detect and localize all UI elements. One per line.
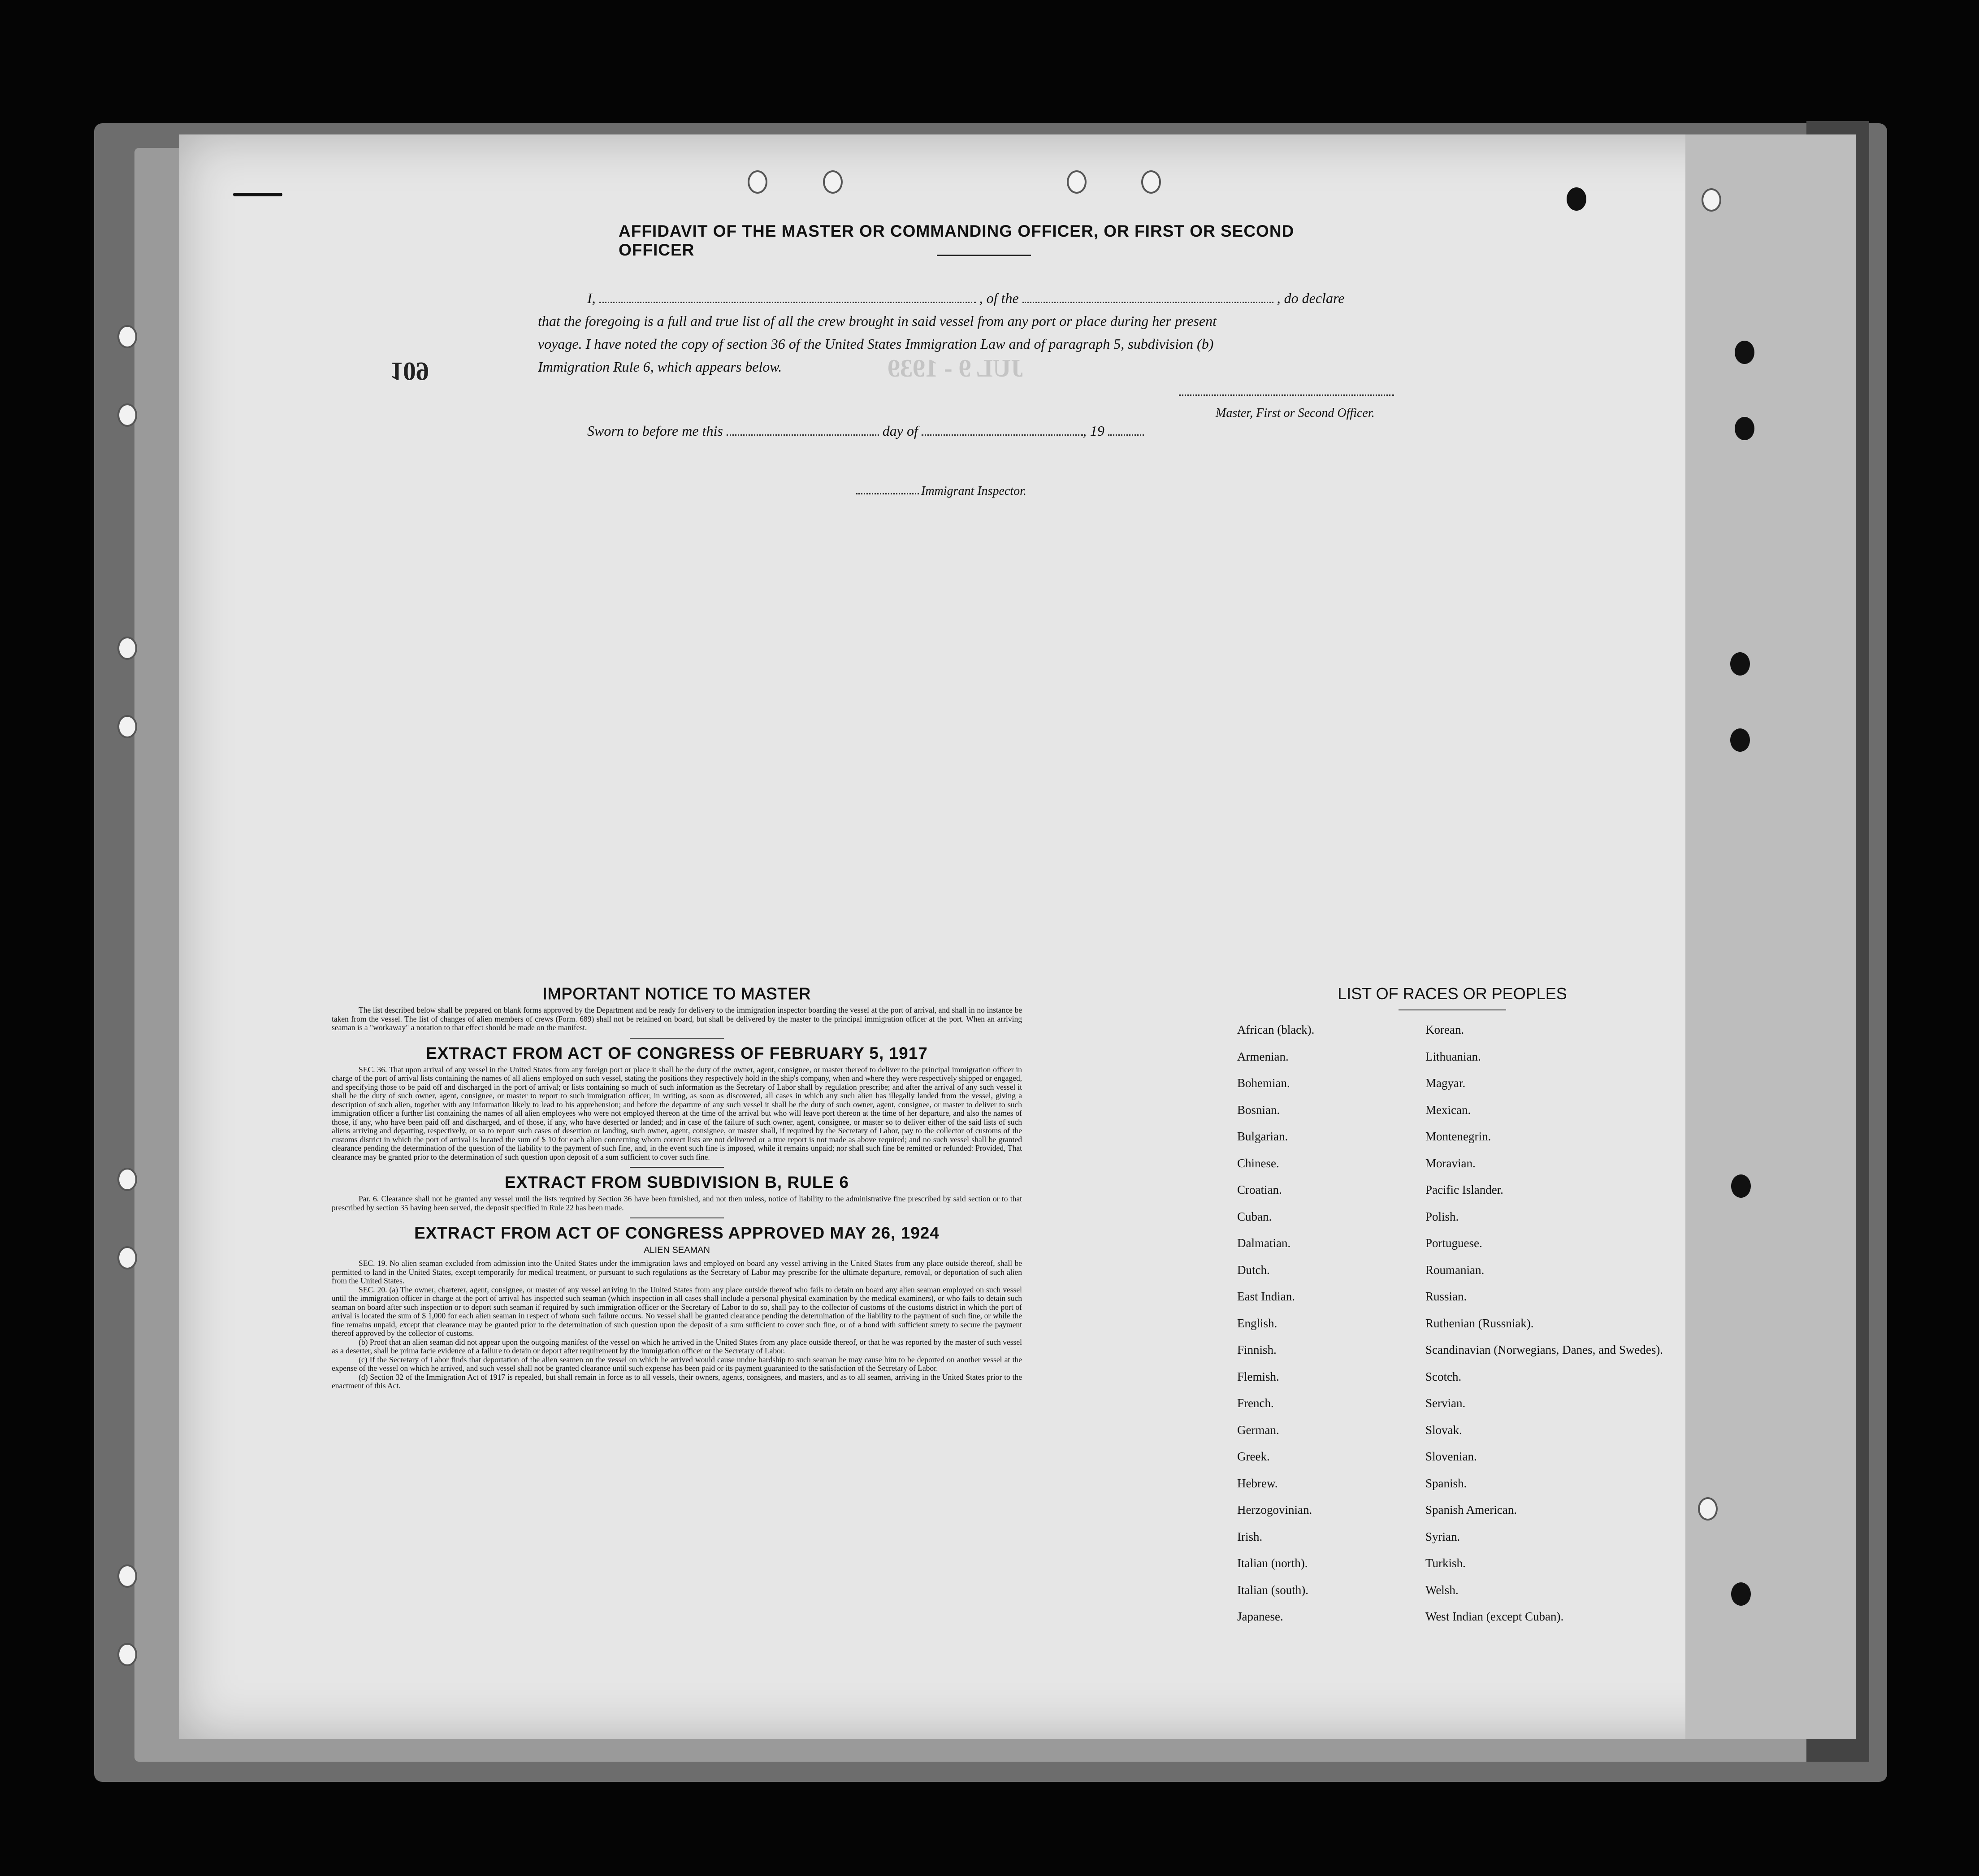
sworn-label: Sworn to before me this [587,423,723,439]
punch-hole-icon [1730,652,1750,676]
punch-hole-icon [823,170,843,194]
sworn-year-blank[interactable] [1108,434,1144,436]
extract-1924-subtitle: ALIEN SEAMAN [644,1245,710,1255]
races-divider [1399,1009,1506,1010]
race-item: Finnish. [1237,1343,1277,1356]
extract-rule6-title: EXTRACT FROM SUBDIVISION B, RULE 6 [505,1173,849,1191]
extract-1924-sec20a: SEC. 20. (a) The owner, charterer, agent, consignee, or master of any vessel arriving in the United States from any place outside thereof who fails to detain on board any alien seaman employed on such vessel until the immigration officer in charge at the port of arrival has inspected such seaman (which inspection in all cases shall include a personal physical examination by the medical examiners), or who fails to detain such seaman on board after such inspection or to deport such seaman if required by such immigration officer or the Secretary of Labor to do so, shall pay to the collector of customs of the customs district in which the port of arrival is located the sum of $ 1,000 for each alien seaman in respect of whom such failure occurs. No vessel shall be granted clearance pending the determination of the liability to the payment of such fine, or while the fine remains unpaid, except that clearance may be granted prior to the determination of such question upon the deposit of a sum sufficient to cover such fine, or of a bond with sufficient surety to secure the payment thereof approved by the collector of customs. [332,1285,1022,1338]
extract-1917-title: EXTRACT FROM ACT OF CONGRESS OF FEBRUARY 5, 1917 [426,1044,928,1062]
race-item: Servian. [1425,1396,1466,1410]
notice-body: The list described below shall be prepared on blank forms approved by the Department and be ready for delivery to the immigration inspector boarding the vessel at the port of arrival, and shall in no instance be taken from the vessel. The list of changes of alien members of crews (Form. 689) shall not be retained on board, but shall be delivered by the master to the principal immigration officer at the port. When an arriving seaman is a "workaway" a notation to that effect should be made on the manifest. [332,1005,1022,1032]
race-item: West Indian (except Cuban). [1425,1610,1564,1623]
extract-1924-title: EXTRACT FROM ACT OF CONGRESS APPROVED MAY 26, 1924 [414,1224,940,1242]
sworn-line [587,423,1144,439]
race-item: Polish. [1425,1209,1459,1223]
bleed-through-date: JUL 9 - 1939 [888,355,1024,382]
race-item: Mexican. [1425,1103,1471,1117]
punch-hole-icon [117,1564,137,1588]
race-item: Croatian. [1237,1183,1282,1196]
race-item: Roumanian. [1425,1263,1485,1277]
extract-1917-body: SEC. 36. That upon arrival of any vessel in the United States from any foreign port or place it shall be the duty of the owner, agent, consignee, or master thereof to deliver to the principal immigration officer in charge of the port of arrival lists containing the names of all aliens employed on such vessel, stating the positions they respectively hold in the ship's company, when and where they were respectively shipped or engaged, and specifying those to be paid off and discharged in the port of arrival; or lists containing so much of such information as the Secretary of Labor shall by regulation prescribe; and after the arrival of any such vessel it shall be the duty of such owner, agent, consignee, or master to report to such immigration officer, in writing, as soon as discovered, all cases in which any such alien has illegally landed from the vessel, giving a description of such alien, together with any information likely to lead to his apprehension; and before the departure of any such vessel it shall be the duty of such owner, agent, consignee, or master to deliver to such immigration officer a further list containing the names of all alien employees who were not employed thereon at the time of the arrival but who will leave port thereon at the time of her departure, and also the names of those, if any, who have been paid off and discharged, and of those, if any, who have deserted or landed; and in case of the failure of such owner, agent, consignee, or master so to deliver either of the said lists of such aliens arriving and departing, respectively, or so to report such cases of desertion or landing, such owner, agent, consignee, or master shall, if required by the Secretary of Labor, pay to the collector of customs of the customs district in which the port of arrival is located the sum of $ 10 for each alien concerning whom correct lists are not delivered or a true report is not made as above required; and no such vessel shall be granted clearance pending the determination of the question of the liability to the payment of such fine, and, in the event such fine is imposed, while it remains unpaid; nor shall such fine be remitted or refunded: Provided, That clearance may be granted prior to the determination of such question upon deposit of a sum sufficient to cover such fine. [332,1065,1022,1161]
race-item: Russian. [1425,1290,1467,1303]
extract-rule6-body: Par. 6. Clearance shall not be granted any vessel until the lists required by Section 36 have been furnished, and not then unless, notice of liability to the administrative fine prescribed by said section or to that prescribed by section 35 having been served, the deposit specified in Rule 22 has been made. [332,1194,1022,1212]
affidavit-of-label: , of the [979,290,1019,306]
punch-hole-icon [117,1168,137,1191]
race-item: Spanish American. [1425,1503,1517,1516]
section-divider [630,1038,724,1039]
race-item: Scotch. [1425,1369,1462,1383]
punch-hole-icon [117,1643,137,1666]
race-item: Lithuanian. [1425,1049,1481,1063]
affidavit-line-2: that the foregoing is a full and true list of all the crew brought in said vessel from any port or place during her present [538,313,1217,329]
race-item: Armenian. [1237,1049,1289,1063]
race-item: Moravian. [1425,1156,1476,1170]
race-item: East Indian. [1237,1290,1295,1303]
race-item: Japanese. [1237,1610,1283,1623]
pen-mark [233,193,282,196]
punch-hole-icon [748,170,767,194]
punch-hole-icon [1735,341,1754,364]
extract-1924-sec20d: (d) Section 32 of the Immigration Act of 1917 is repealed, but shall remain in force as to all vessels, their owners, agents, consignees, and masters, and as to all seamen, arriving in the United States prior to the enactment of this Act. [332,1372,1022,1390]
race-item: English. [1237,1316,1277,1330]
name-blank[interactable] [599,302,976,303]
affidavit-title: AFFIDAVIT OF THE MASTER OR COMMANDING OFFICER, OR FIRST OR SECOND OFFICER [619,222,1295,259]
extract-1924-sec20c: (c) If the Secretary of Labor finds that deportation of the alien seamen on the vessel on which he arrived would cause undue hardship to such seaman he may cause him to be deported on another vessel at the expense of the vessel on which he arrived, and such vessel shall not be granted clearance until such expense has been paid or its payment guaranteed to the satisfaction of the Secretary of Labor. [332,1355,1022,1373]
race-item: African (black). [1237,1023,1315,1036]
affidavit-line-1 [538,287,1430,310]
stamped-number: 109 [390,357,429,386]
title-underline [937,255,1031,256]
extract-1924-sec19: SEC. 19. No alien seaman excluded from admission into the United States under the immigration laws and employed on board any vessel arriving in the United States from any place outside thereof, shall be permitted to land in the United States, except temporarily for medical treatment, or pursuant to such regulations as the Secretary of Labor may prescribe for the ultimate departure, removal, or deportation of such alien from the United States. [332,1259,1022,1285]
affidavit-line-3: voyage. I have noted the copy of section 36 of the United States Immigration Law and of paragraph 5, subdivision (b) [538,336,1214,352]
punch-hole-icon [1141,170,1161,194]
race-item: Welsh. [1425,1583,1459,1597]
vessel-blank[interactable] [1022,302,1273,303]
extract-1924-sec20b: (b) Proof that an alien seaman did not appear upon the outgoing manifest of the vessel on which he arrived in the United States from any place outside thereof, or that he was reported by the master of such vessel as a deserter, shall be prima facie evidence of a failure to detain or deport after requirement by the immigration officer or the Secretary of Labor. [332,1337,1022,1355]
race-item: Pacific Islander. [1425,1183,1503,1196]
punch-hole-icon [1698,1497,1718,1521]
punch-hole-icon [1731,1174,1751,1198]
inspector-signature-line[interactable] [856,493,919,494]
race-item: Magyar. [1425,1076,1466,1090]
race-item: Bulgarian. [1237,1130,1288,1143]
races-list [1237,984,1667,1637]
race-item: Dalmatian. [1237,1236,1291,1250]
race-item: German. [1237,1423,1279,1437]
race-item: Cuban. [1237,1209,1272,1223]
race-item: Bohemian. [1237,1076,1290,1090]
punch-hole-icon [1735,417,1754,440]
race-item: Dutch. [1237,1263,1270,1277]
race-item: Korean. [1425,1023,1464,1036]
punch-hole-icon [1702,188,1721,212]
master-signature-label: Master, First or Second Officer. [1216,406,1375,420]
race-item: Scandinavian (Norwegians, Danes, and Swedes). [1425,1343,1663,1356]
race-item: French. [1237,1396,1274,1410]
race-item: Slovenian. [1425,1450,1477,1463]
race-item: Hebrew. [1237,1476,1278,1490]
section-divider [630,1217,724,1218]
race-item: Syrian. [1425,1529,1460,1543]
affidavit-i-label: I, [587,290,596,306]
race-item: Montenegrin. [1425,1130,1491,1143]
race-item: Spanish. [1425,1476,1467,1490]
punch-hole-icon [1567,187,1586,211]
day-of-label: day of [882,423,918,439]
races-grid [1237,1023,1667,1637]
punch-hole-icon [1731,1582,1751,1606]
race-item: Slovak. [1425,1423,1462,1437]
punch-hole-icon [117,637,137,660]
punch-hole-icon [1730,728,1750,752]
affidavit-declare-label: , do declare [1277,290,1345,306]
year-prefix-label: , 19 [1083,423,1104,439]
sworn-day-blank[interactable] [727,434,879,436]
race-item: Chinese. [1237,1156,1279,1170]
punch-hole-icon [117,715,137,738]
notice-title: IMPORTANT NOTICE TO MASTER [542,984,811,1003]
affidavit-body [538,287,1430,378]
notice-column [332,982,1022,1391]
race-item: Portuguese. [1425,1236,1482,1250]
race-item: Italian (south). [1237,1583,1308,1597]
race-item: Bosnian. [1237,1103,1280,1117]
section-divider [630,1167,724,1168]
inspector-label: Immigrant Inspector. [921,484,1026,498]
affidavit-line-4: Immigration Rule 6, which appears below. [538,359,782,375]
race-item: Herzogovinian. [1237,1503,1312,1516]
race-item: Irish. [1237,1529,1263,1543]
punch-hole-icon [1067,170,1087,194]
punch-hole-icon [117,403,137,427]
punch-hole-icon [117,325,137,348]
sworn-month-blank[interactable] [922,434,1083,436]
race-item: Flemish. [1237,1369,1279,1383]
punch-hole-icon [117,1246,137,1269]
races-title: LIST OF RACES OR PEOPLES [1338,984,1567,1003]
race-item: Italian (north). [1237,1556,1308,1570]
race-item: Turkish. [1425,1556,1466,1570]
race-item: Ruthenian (Russniak). [1425,1316,1534,1330]
master-signature-line[interactable] [1179,394,1394,396]
race-item: Greek. [1237,1450,1270,1463]
